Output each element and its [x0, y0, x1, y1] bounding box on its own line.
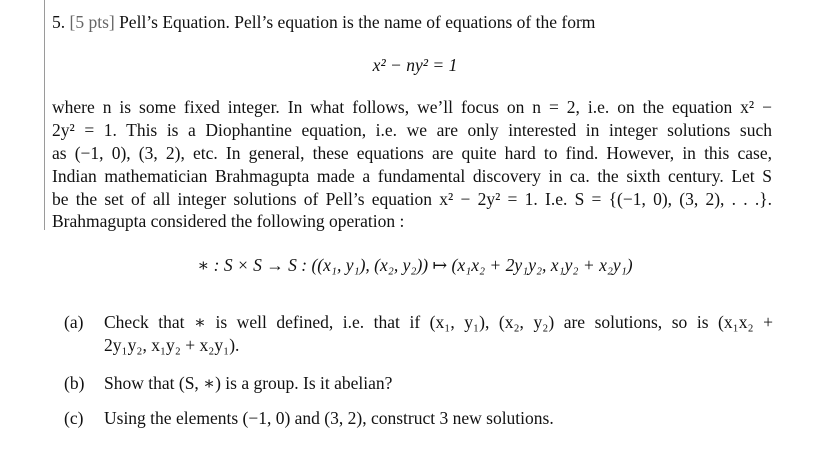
problem-heading	[52, 11, 595, 33]
paragraph-line-4: Indian mathematician Brahmagupta made a fundamental discovery in ca. the sixth century. Let S	[52, 166, 772, 186]
part-c-text: Using the elements (−1, 0) and (3, 2), construct 3 new solutions.	[104, 408, 554, 428]
part-a-label: (a)	[64, 312, 84, 332]
pell-equation: x² − ny² = 1	[372, 55, 458, 75]
paragraph-line-2: 2y² = 1. This is a Diophantine equation, i.e. we are only interested in integer solutions such	[52, 120, 772, 140]
part-b-text: Show that (S, ∗) is a group. Is it abelian?	[104, 373, 393, 393]
part-a-line-2: 2y₁y₂, x₁y₂ + x₂y₁).	[104, 335, 240, 355]
paragraph-line-1: where n is some fixed integer. In what follows, we’ll focus on n = 2, i.e. on the equation x² −	[52, 97, 772, 117]
problem-heading-text: Pell’s Equation. Pell’s equation is the name of equations of the form	[119, 12, 596, 32]
brahmagupta-operation: ∗ : S × S → S : ((x₁, y₁), (x₂, y₂)) ↦ (x₁x₂ + 2y₁y₂, x₁y₂ + x₂y₁)	[197, 255, 633, 275]
paragraph-line-5: be the set of all integer solutions of Pell’s equation x² − 2y² = 1. I.e. S = {(−1, 0), (3, 2), . . .}.	[52, 189, 772, 209]
paragraph-line-3: as (−1, 0), (3, 2), etc. In general, these equations are quite hard to find. However, in this case,	[52, 143, 772, 163]
part-b-label: (b)	[64, 373, 85, 393]
paragraph-line-6: Brahmagupta considered the following operation :	[52, 211, 405, 231]
part-c-label: (c)	[64, 408, 84, 428]
problem-number: 5.	[52, 12, 66, 32]
part-a-line-1: Check that ∗ is well defined, i.e. that if (x₁, y₁), (x₂, y₂) are solutions, so is (x₁x₂ +	[104, 312, 773, 332]
problem-points: [5 pts]	[69, 12, 115, 32]
left-margin-rule	[44, 0, 45, 230]
